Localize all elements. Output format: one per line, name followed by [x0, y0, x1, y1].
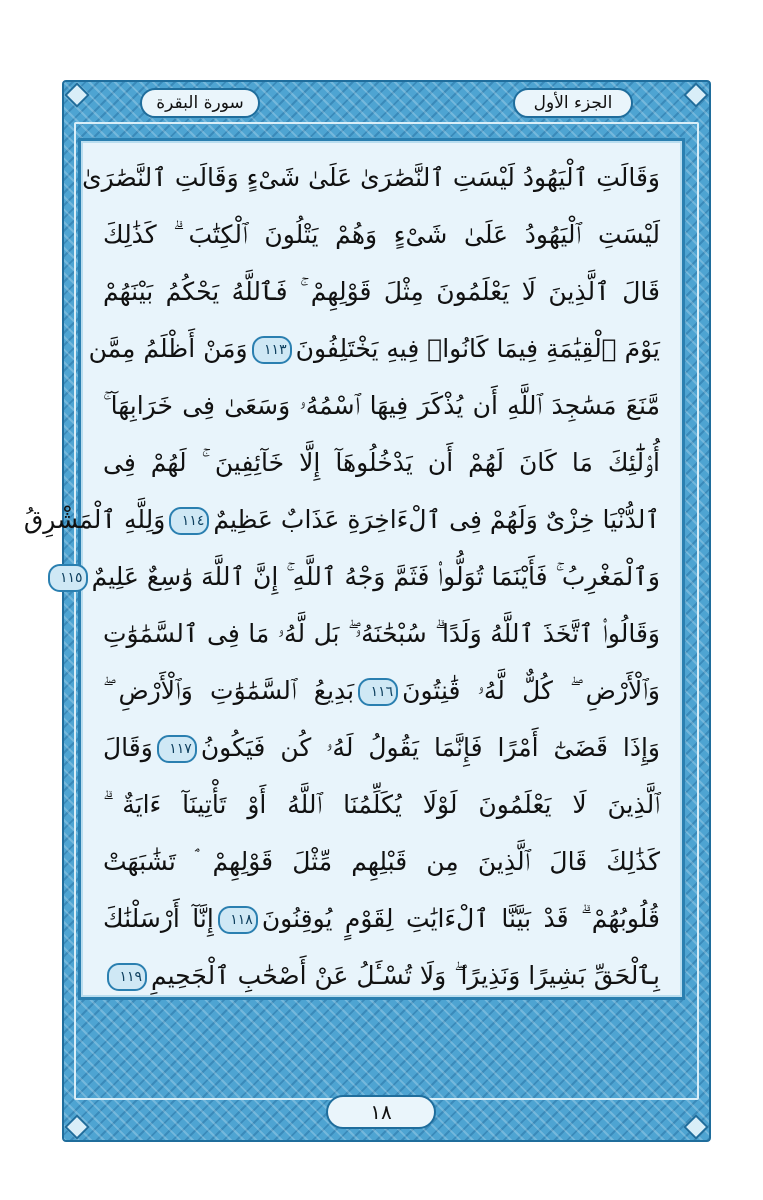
- verse-line: [103, 434, 660, 491]
- ayah-number-marker: ١١٩: [107, 963, 147, 991]
- corner-ornament-icon: [64, 82, 89, 107]
- ayah-number-marker: ١١٥: [48, 564, 88, 592]
- page-number: ١٨: [326, 1095, 436, 1129]
- verse-text: قَالَ ٱلَّذِينَ لَا يَعْلَمُونَ مِثْلَ قَوْلِهِمْ ۚ فَٱللَّهُ يَحْكُمُ بَيْنَهُمْ: [103, 277, 660, 306]
- ayah-number-marker: ١١٣: [252, 336, 292, 364]
- verse-text: أُو۟لَٰٓئِكَ مَا كَانَ لَهُمْ أَن يَدْخُلُوهَآ إِلَّا خَآئِفِينَ ۚ لَهُمْ فِى: [103, 448, 660, 477]
- surah-title: سورة البقرة: [140, 88, 260, 118]
- corner-ornament-icon: [683, 82, 708, 107]
- ayah-number-marker: ١١٤: [169, 507, 209, 535]
- corner-ornament-icon: [683, 1114, 708, 1139]
- verse-line: [103, 833, 660, 890]
- verse-text-panel: [23, 138, 685, 1000]
- verse-text: كَذَٰلِكَ قَالَ ٱلَّذِينَ مِن قَبْلِهِم مِّثْلَ قَوْلِهِمْ ۘ تَشَٰبَهَتْ: [103, 847, 660, 876]
- corner-ornament-icon: [64, 1114, 89, 1139]
- ayah-number-marker: ١١٦: [358, 678, 398, 706]
- verse-text: وَمَنْ أَظْلَمُ مِمَّن: [88, 334, 248, 363]
- verse-line: [60, 548, 660, 605]
- verse-text: وَقَالُوا۟ ٱتَّخَذَ ٱللَّهُ وَلَدًا ۗ سُبْحَٰنَهُۥ ۖ بَل لَّهُۥ مَا فِى ٱلسَّمَٰوَٰتِ: [103, 619, 660, 648]
- verse-text: ٱلَّذِينَ لَا يَعْلَمُونَ لَوْلَا يُكَلِّمُنَا ٱللَّهُ أَوْ تَأْتِينَآ ءَايَةٌ ۗ: [103, 790, 660, 819]
- verse-text: وَلِلَّهِ ٱلْمَشْرِقُ: [23, 505, 166, 534]
- verse-text: يَوْمَ ٱلْقِيَٰمَةِ فِيمَا كَانُوا۟ فِيهِ يَخْتَلِفُونَ: [295, 334, 660, 363]
- verse-text: بَدِيعُ ٱلسَّمَٰوَٰتِ وَٱلْأَرْضِ ۖ: [103, 676, 355, 705]
- verse-line: [103, 947, 660, 1004]
- verse-line: [103, 890, 660, 947]
- verse-text: مَّنَعَ مَسَٰجِدَ ٱللَّهِ أَن يُذْكَرَ فِيهَا ٱسْمُهُۥ وَسَعَىٰ فِى خَرَابِهَآ ۚ: [103, 391, 660, 420]
- verse-line: [103, 662, 660, 719]
- verse-line: [88, 320, 660, 377]
- verse-line: [82, 149, 660, 206]
- verse-line: [103, 605, 660, 662]
- verse-text: إِنَّآ أَرْسَلْنَٰكَ: [103, 904, 214, 933]
- verse-text: قُلُوبُهُمْ ۗ قَدْ بَيَّنَّا ٱلْءَايَٰتِ لِقَوْمٍ يُوقِنُونَ: [261, 904, 660, 933]
- verse-text: وَقَالَتِ ٱلْيَهُودُ لَيْسَتِ ٱلنَّصَٰرَىٰ عَلَىٰ شَىْءٍ وَقَالَتِ ٱلنَّصَٰرَىٰ: [82, 163, 660, 192]
- verse-line: [23, 491, 660, 548]
- verse-text: وَٱلْأَرْضِ ۖ كُلٌّ لَّهُۥ قَٰنِتُونَ: [402, 676, 660, 705]
- ayah-number-marker: ١١٧: [157, 735, 197, 763]
- verse-line: [103, 377, 660, 434]
- verse-line: [103, 719, 660, 776]
- verse-text: لَيْسَتِ ٱلْيَهُودُ عَلَىٰ شَىْءٍ وَهُمْ يَتْلُونَ ٱلْكِتَٰبَ ۗ كَذَٰلِكَ: [103, 220, 660, 249]
- verse-text: وَقَالَ: [103, 733, 153, 762]
- verse-line: [103, 206, 660, 263]
- verse-text: وَٱلْمَغْرِبُ ۚ فَأَيْنَمَا تُوَلُّوا۟ فَثَمَّ وَجْهُ ٱللَّهِ ۚ إِنَّ ٱللَّهَ وَٰسِعٌ عَلِيمٌ: [91, 562, 660, 591]
- juz-title: الجزء الأول: [513, 88, 633, 118]
- verse-text: بِٱلْحَقِّ بَشِيرًا وَنَذِيرًا ۖ وَلَا تُسْـَٔلُ عَنْ أَصْحَٰبِ ٱلْجَحِيمِ: [151, 961, 660, 990]
- verse-text: وَإِذَا قَضَىٰٓ أَمْرًا فَإِنَّمَا يَقُولُ لَهُۥ كُن فَيَكُونُ: [200, 733, 660, 762]
- verse-line: [103, 263, 660, 320]
- ayah-number-marker: ١١٨: [218, 906, 258, 934]
- verse-text: ٱلدُّنْيَا خِزْىٌ وَلَهُمْ فِى ٱلْءَاخِرَةِ عَذَابٌ عَظِيمٌ: [213, 505, 660, 534]
- verse-line: [103, 776, 660, 833]
